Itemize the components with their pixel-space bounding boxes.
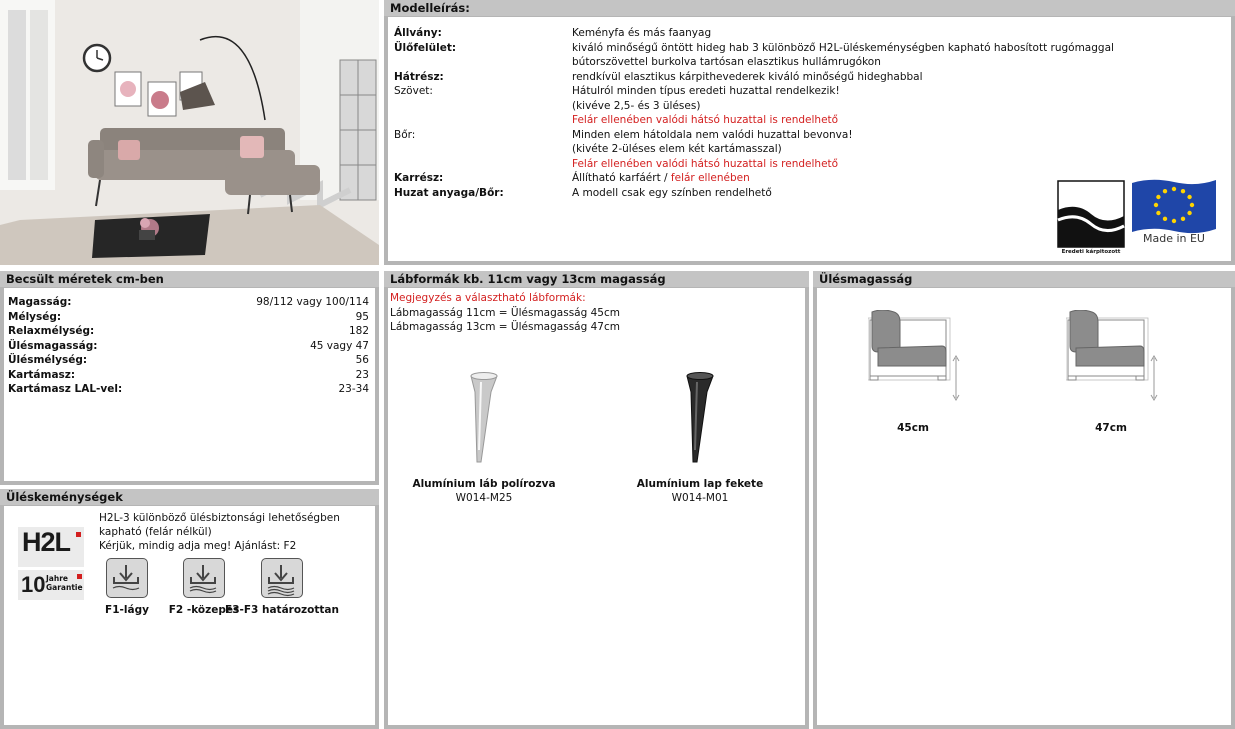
model-row-value: A modell csak egy színben rendelhető [572,186,772,199]
leg-icon [675,370,725,470]
dimension-label: Mélység: [8,310,62,323]
model-row-value: Hátulról minden típus eredeti huzattal rendelkezik! [572,85,840,97]
model-row-value: Felár ellenében valódi hátsó huzattal is rendelhető [572,157,839,170]
firmness-title: Üléskeménységek [0,489,379,505]
product-photo [0,0,379,265]
firmness-option-label: F3-F3 határozottan [225,604,339,616]
dimension-label: Kartámasz: [8,368,76,381]
eu-star [1172,219,1176,223]
legs-panel [384,271,809,729]
dimension-row [8,325,369,337]
model-row-label: Állvány: [394,27,442,39]
seat-height-panel [813,271,1235,729]
seat-height-icon [868,310,978,410]
leg-name: Alumínium lap fekete [636,478,764,490]
model-row-label: Szövet: [394,85,433,97]
model-row-value: Minden elem hátoldala nem valódi huzattal bevonva! [572,128,853,141]
sofa-room-illustration [0,0,379,265]
model-row-value: Állítható karfáért / felár ellenében [572,172,750,184]
legs-line-2: Lábmagasság 13cm = Ülésmagasság 47cm [390,321,620,333]
h2l-red-mark [76,532,81,537]
firmness-body [4,506,375,725]
dimension-row [8,369,369,381]
firmness-text-1: H2L-3 különböző ülésbiztonsági lehetőségben [99,512,340,524]
leg-icon [459,370,509,470]
download-arrow-icon [262,559,304,599]
dimension-row [8,296,369,308]
model-row-label: Hátrész: [394,70,444,83]
eu-star [1190,203,1194,207]
eu-star [1181,217,1185,221]
model-row-value: Felár ellenében valódi hátsó huzattal is rendelhető [572,114,839,126]
dimension-label: Ülésmagasság: [8,339,98,352]
warranty-line-1: Jahre [46,574,68,583]
warranty-logo [18,570,84,600]
warranty-years: 10 [21,572,46,597]
download-arrow-icon [107,559,149,599]
model-row-label: Bőr: [394,128,416,141]
dimension-value: 98/112 vagy 100/114 [256,296,369,308]
seat-height-title: Ülésmagasság [813,271,1235,287]
legs-title: Lábformák kb. 11cm vagy 13cm magasság [384,271,809,287]
dimension-label: Relaxmélység: [8,325,95,337]
eu-star [1163,189,1167,193]
warranty-red-mark [77,574,82,579]
dimension-row [8,340,369,352]
eu-star [1187,211,1191,215]
upholstery-badge-caption: Eredeti kárpitozott [1061,249,1121,255]
leg-name: Alumínium láb polírozva [412,478,556,490]
eu-star [1156,195,1160,199]
eu-star [1187,195,1191,199]
model-description-title: Modelleírás: [384,0,1235,16]
firmness-panel [0,489,379,729]
model-row-value: (kivéte 2-üléses elem két kartámasszal) [572,143,782,155]
eu-star [1172,187,1176,191]
seat-height-label: 47cm [1095,422,1127,434]
model-row-value: rendkívül elasztikus kárpithevederek kiváló minőségű hideghabbal [572,70,923,83]
firmness-text-3: Kérjük, mindig adja meg! Ajánlást: F2 [99,540,297,552]
model-row-value: (kivéve 2,5- és 3 üléses) [572,99,701,112]
upholstery-badge-icon [1057,180,1125,258]
eu-star [1154,203,1158,207]
firmness-text-2: kapható (felár nélkül) [99,526,212,538]
firmness-option-label: F1-lágy [105,604,149,616]
dimension-row [8,311,369,323]
dimensions-title: Becsült méretek cm-ben [0,271,379,287]
legs-body [388,288,805,725]
leg-code: W014-M01 [671,492,729,504]
dimensions-body [4,288,375,481]
firmness-icon [183,558,225,598]
made-in-eu-label: Made in EU [1142,232,1205,245]
seat-height-icon [1066,310,1176,410]
dimension-value: 23 [355,368,369,381]
model-row-value-red: felár ellenében [670,172,750,184]
seat-height-label: 45cm [897,422,929,434]
model-description-panel [384,0,1235,265]
firmness-option-label: F2 -közepes [168,604,240,616]
model-row-value: Keményfa és más faanyag [572,27,712,39]
dimension-row [8,383,369,395]
dimension-value: 95 [355,310,369,323]
legs-line-1: Lábmagasság 11cm = Ülésmagasság 45cm [390,307,620,319]
dimension-value: 56 [355,354,369,366]
dimensions-panel [0,271,379,485]
leg-code: W014-M25 [455,492,513,504]
model-row-label: Ülőfelület: [394,41,457,54]
dimension-value: 45 vagy 47 [310,339,369,352]
h2l-logo-text: H2L [22,527,71,557]
firmness-icon [106,558,148,598]
dimension-row [8,354,369,366]
legs-note: Megjegyzés a választható lábformák: [390,292,586,304]
model-row-label: Karrész: [394,172,444,184]
dimension-label: Ülésmélység: [8,354,88,366]
warranty-line-2: Garantie [46,583,83,592]
dimension-value: 182 [348,325,369,337]
eu-star [1163,217,1167,221]
download-arrow-icon [184,559,226,599]
model-row-value: kiváló minőségű öntött hideg hab 3 különböző H2L-üléskeménységben kapható habosított rugómaggal [572,41,1114,54]
h2l-logo [18,527,84,567]
eu-star [1156,211,1160,215]
eu-star [1181,189,1185,193]
model-description-body [388,17,1231,261]
dimension-value: 23-34 [338,383,369,395]
dimension-label: Kartámasz LAL-vel: [8,383,123,395]
dimension-label: Magasság: [8,296,72,308]
seat-height-body [817,288,1231,725]
model-row-label: Huzat anyaga/Bőr: [394,186,504,199]
model-row-value: bútorszövettel burkolva tartósan elasztikus hullámrugókon [572,56,881,68]
firmness-icon [261,558,303,598]
